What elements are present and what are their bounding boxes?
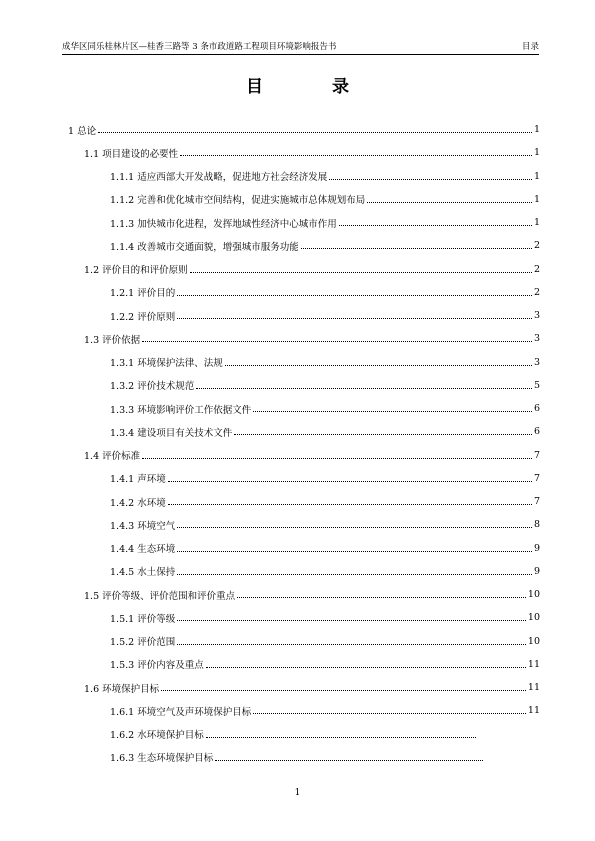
toc-entry-page: 6 [533,426,540,438]
toc-entry-label: 1.2.2 评价原则 [110,309,177,323]
toc-entry[interactable] [62,118,540,141]
toc-leader-dots [206,737,476,738]
header-section-name: 目录 [521,42,539,52]
toc-entry[interactable] [62,583,540,606]
toc-entry-page: 5 [533,379,540,391]
toc-entry[interactable] [62,420,540,443]
toc-entry[interactable] [62,141,540,164]
toc-entry-label: 1.4.1 声环境 [110,471,168,485]
toc-entry-label: 1.6 环境保护目标 [84,681,161,695]
toc-entry-label: 1.4.2 水环境 [110,495,168,509]
toc-entry-page: 11 [527,682,540,694]
toc-entry[interactable] [62,374,540,397]
toc-entry[interactable] [62,537,540,560]
toc-entry[interactable] [62,397,540,420]
toc-entry[interactable] [62,746,540,769]
toc-entry-label: 1.4 评价标准 [84,448,142,462]
toc-entry-label: 1.2.1 评价目的 [110,285,177,299]
toc-entry[interactable] [62,490,540,513]
toc-entry-page: 9 [533,542,540,554]
toc-entry-label: 1.5.1 评价等级 [110,611,177,625]
toc-entry-page: 2 [533,263,540,275]
toc-entry[interactable] [62,165,540,188]
toc-entry-label: 1.1.1 适应西部大开发战略，促进地方社会经济发展 [110,169,329,183]
toc-leader-dots [237,597,526,598]
toc-leader-dots [180,155,532,156]
toc-entry-label: 1.3.1 环境保护法律、法规 [110,355,225,369]
toc-leader-dots [253,411,532,412]
toc-entry-page: 3 [533,333,540,345]
toc-leader-dots [234,434,532,435]
toc-entry[interactable] [62,699,540,722]
toc-leader-dots [177,551,532,552]
toc-leader-dots [168,504,532,505]
toc-leader-dots [168,481,532,482]
toc-entry-label: 1.2 评价目的和评价原则 [84,262,190,276]
toc-entry[interactable] [62,653,540,676]
toc-entry-page: 7 [533,449,540,461]
toc-leader-dots [177,620,526,621]
toc-leader-dots [177,295,532,296]
toc-entry[interactable] [62,723,540,746]
toc-leader-dots [253,713,526,714]
running-header [62,40,539,55]
toc-entry-page: 6 [533,403,540,415]
toc-entry[interactable] [62,188,540,211]
toc-leader-dots [142,341,532,342]
page-title: 目 录 [246,77,375,97]
toc-entry-label: 1.4.4 生态环境 [110,541,177,555]
toc-entry-page: 11 [527,705,540,717]
toc-entry-page: 10 [527,612,540,624]
toc-entry[interactable] [62,560,540,583]
toc-entry[interactable] [62,327,540,350]
page-number: 1 [294,788,301,798]
toc-entry-label: 1.5 评价等级、评价范围和评价重点 [84,588,237,602]
toc-entry[interactable] [62,234,540,257]
toc-leader-dots [177,644,526,645]
toc-leader-dots [177,574,532,575]
toc-entry-page: 10 [527,589,540,601]
toc-leader-dots [329,179,532,180]
toc-leader-dots [177,318,532,319]
toc-leader-dots [367,202,532,203]
toc-leader-dots [142,458,532,459]
table-of-contents [62,118,540,769]
toc-leader-dots [177,527,532,528]
toc-entry-label: 1 总论 [68,123,98,137]
toc-entry-page: 1 [533,170,540,182]
toc-leader-dots [339,225,532,226]
toc-entry-page: 1 [533,124,540,136]
toc-entry-label: 1.3.4 建设项目有关技术文件 [110,425,234,439]
toc-entry[interactable] [62,258,540,281]
toc-leader-dots [196,388,532,389]
toc-entry-page: 3 [533,310,540,322]
toc-entry[interactable] [62,630,540,653]
toc-entry-page: 2 [533,286,540,298]
toc-entry-page: 1 [533,193,540,205]
toc-entry-page: 7 [533,472,540,484]
toc-entry-page: 8 [533,519,540,531]
toc-entry-label: 1.6.3 生态环境保护目标 [110,750,215,764]
toc-entry[interactable] [62,281,540,304]
toc-entry-label: 1.5.3 评价内容及重点 [110,657,206,671]
toc-entry[interactable] [62,606,540,629]
toc-leader-dots [301,248,532,249]
toc-entry-label: 1.3.2 评价技术规范 [110,378,196,392]
toc-entry-page: 10 [527,635,540,647]
toc-entry[interactable] [62,676,540,699]
toc-entry-page: 9 [533,565,540,577]
toc-entry-label: 1.1.3 加快城市化进程，发挥地域性经济中心城市作用 [110,216,339,230]
toc-entry-label: 1.3 评价依据 [84,332,142,346]
toc-entry[interactable] [62,211,540,234]
toc-entry-label: 1.1 项目建设的必要性 [84,146,180,160]
header-document-title: 成华区同乐桂林片区—桂香三路等 3 条市政道路工程项目环境影响报告书 [62,42,337,52]
toc-entry-page: 2 [533,240,540,252]
toc-entry[interactable] [62,351,540,374]
toc-leader-dots [225,365,532,366]
toc-entry-label: 1.1.4 改善城市交通面貌，增强城市服务功能 [110,239,301,253]
toc-leader-dots [206,667,526,668]
toc-entry-label: 1.6.2 水环境保护目标 [110,727,206,741]
toc-entry[interactable] [62,467,540,490]
toc-entry-label: 1.4.5 水土保持 [110,564,177,578]
toc-entry-page: 1 [533,147,540,159]
toc-entry[interactable] [62,444,540,467]
toc-entry-label: 1.5.2 评价范围 [110,634,177,648]
toc-entry-page: 1 [533,217,540,229]
toc-leader-dots [98,132,532,133]
toc-entry[interactable] [62,513,540,536]
toc-leader-dots [215,760,483,761]
toc-entry-page: 11 [527,658,540,670]
toc-leader-dots [161,690,526,691]
toc-entry-page: 3 [533,356,540,368]
toc-entry-label: 1.3.3 环境影响评价工作依据文件 [110,402,253,416]
toc-entry-label: 1.6.1 环境空气及声环境保护目标 [110,704,253,718]
toc-entry-page: 7 [533,496,540,508]
toc-entry-label: 1.1.2 完善和优化城市空间结构，促进实施城市总体规划布局 [110,192,367,206]
toc-entry-label: 1.4.3 环境空气 [110,518,177,532]
toc-leader-dots [190,272,532,273]
toc-entry[interactable] [62,304,540,327]
